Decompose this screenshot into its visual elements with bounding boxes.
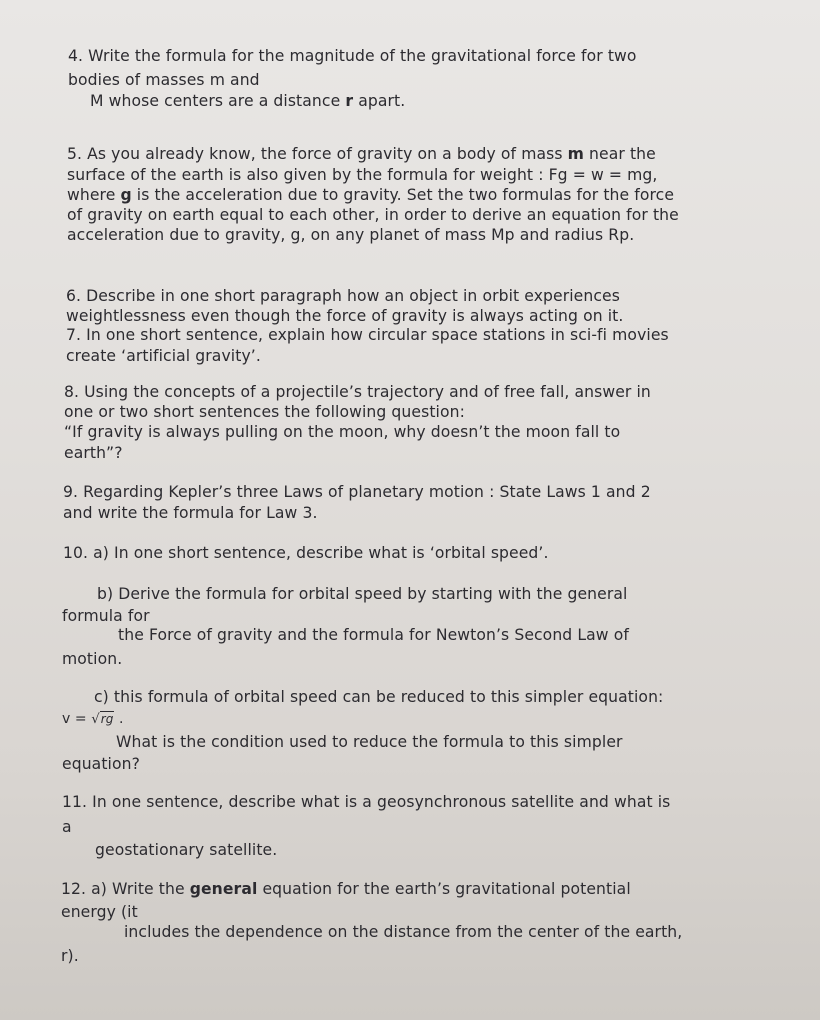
q10-formula-period: . — [114, 711, 124, 727]
q12-line-1 — [61, 879, 631, 899]
q9-line-2: and write the formula for Law 3. — [63, 504, 318, 522]
q7-line-1: 7. In one short sentence, explain how circular space stations in sci-fi movies — [66, 326, 669, 344]
q11-line-3: geostationary satellite. — [95, 841, 278, 859]
q10-part-c-line-3: What is the condition used to reduce the formula to this simpler — [116, 733, 623, 751]
q4-line-3-tail: apart. — [353, 92, 406, 110]
q10-formula-lhs: v = — [62, 711, 92, 727]
sqrt-radicand: rg — [100, 712, 114, 726]
q5-line-3-tail: is the acceleration due to gravity. Set the two formulas for the force — [131, 186, 675, 204]
q5-line-1-text: 5. As you already know, the force of gravity on a body of mass — [67, 145, 568, 163]
q9-line-1: 9. Regarding Kepler’s three Laws of planetary motion : State Laws 1 and 2 — [63, 483, 651, 501]
q6-line-1: 6. Describe in one short paragraph how an object in orbit experiences — [66, 287, 620, 305]
q12-line-2: energy (it — [61, 903, 138, 921]
sqrt-rg-formula — [91, 709, 114, 730]
q10-part-b-line-3: the Force of gravity and the formula for Newton’s Second Law of — [118, 626, 629, 644]
q4-line-2: bodies of masses m and — [68, 71, 260, 89]
q4-line-3 — [90, 91, 405, 111]
q12-line-4: r). — [61, 947, 79, 965]
q8-line-1: 8. Using the concepts of a projectile’s trajectory and of free fall, answer in — [64, 383, 651, 401]
q5-line-4: of gravity on earth equal to each other, in order to derive an equation for the — [67, 206, 679, 224]
q5-bold-m: m — [567, 145, 584, 163]
q12-line-3: includes the dependence on the distance from the center of the earth, — [124, 923, 683, 941]
q5-line-3-text: where — [67, 186, 121, 204]
q5-line-2: surface of the earth is also given by the formula for weight : Fg = w = mg, — [67, 166, 658, 184]
q5-line-1-tail: near the — [584, 145, 656, 163]
q10-part-c-formula — [62, 709, 124, 730]
q10-part-c-line-1: c) this formula of orbital speed can be reduced to this simpler equation: — [94, 688, 664, 706]
q11-line-2: a — [62, 818, 72, 836]
q6-line-2: weightlessness even though the force of gravity is always acting on it. — [66, 307, 624, 325]
q7-line-2: create ‘artificial gravity’. — [66, 347, 261, 365]
q8-line-2: one or two short sentences the following question: — [64, 403, 465, 421]
q10-part-b-line-1: b) Derive the formula for orbital speed by starting with the general — [97, 585, 628, 603]
q11-line-1: 11. In one sentence, describe what is a geosynchronous satellite and what is — [62, 793, 671, 811]
q10-part-b-line-4: motion. — [62, 650, 123, 668]
sqrt-radical-sign: √ — [91, 712, 100, 727]
q12-line-1-text: 12. a) Write the — [61, 880, 190, 898]
q4-line-3-text: M whose centers are a distance — [90, 92, 346, 110]
q5-line-1 — [67, 144, 656, 164]
q5-line-5: acceleration due to gravity, g, on any planet of mass Mp and radius Rp. — [67, 226, 635, 244]
q10-part-b-line-2: formula for — [62, 607, 150, 625]
q4-bold-r: r — [345, 92, 354, 110]
q10-part-c-line-4: equation? — [62, 755, 140, 773]
q12-line-1-tail: equation for the earth’s gravitational potential — [257, 880, 631, 898]
q5-bold-g: g — [120, 186, 132, 204]
q10-part-a: 10. a) In one short sentence, describe what is ‘orbital speed’. — [63, 544, 549, 562]
q8-line-3: “If gravity is always pulling on the moon, why doesn’t the moon fall to — [64, 423, 621, 441]
q8-line-4: earth”? — [64, 444, 123, 462]
q4-line-1: 4. Write the formula for the magnitude of the gravitational force for two — [68, 47, 637, 65]
q5-line-3 — [67, 185, 674, 205]
q12-bold-general: general — [189, 880, 258, 898]
